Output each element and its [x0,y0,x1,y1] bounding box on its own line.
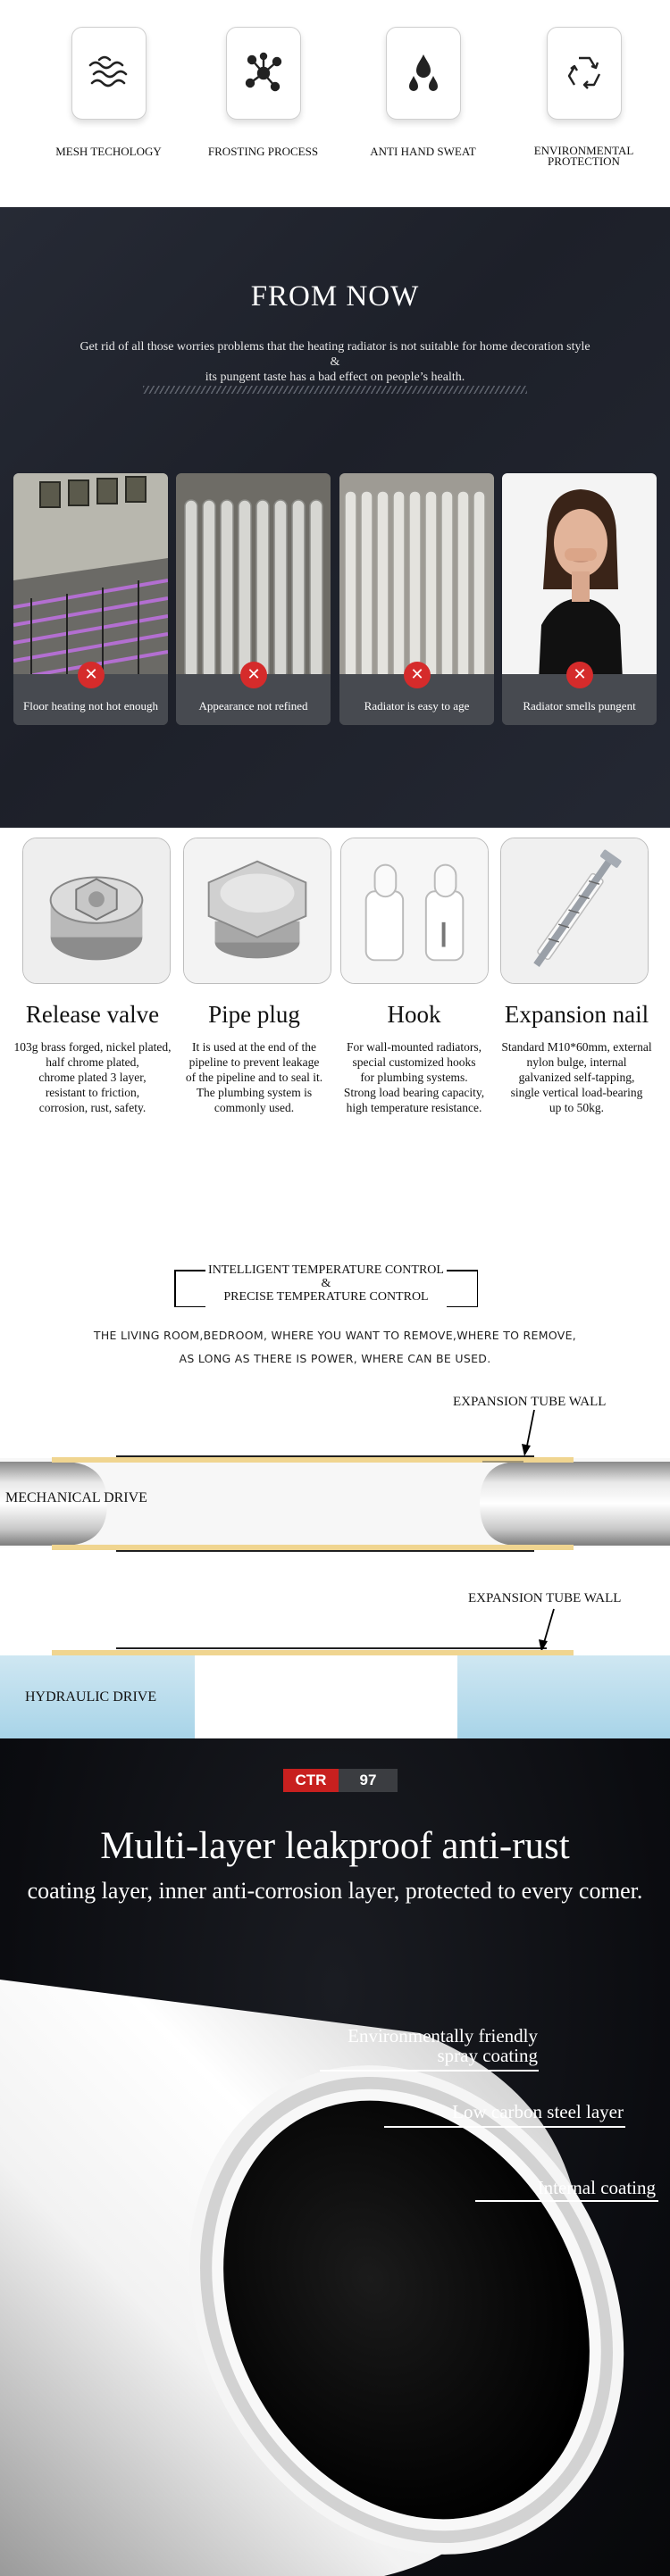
feature-label: FROSTING PROCESS [207,145,319,158]
accessory-description: For wall-mounted radiators, special customized hooks for plumbing systems. Strong load bearing capacity, high temperature resistance. [343,1040,485,1114]
pipe-plug-image [183,838,331,984]
accessory-name: Release valve [25,1001,160,1028]
molecule-icon [226,27,301,120]
problem-card [339,473,494,725]
layer-label-steel: Low carbon steel layer [452,2101,624,2122]
droplets-icon [386,27,461,120]
layer-label-internal: Internal coating [537,2177,656,2198]
problem-caption: Radiator smells pungent [502,674,657,725]
accessories-section [0,828,670,1203]
multi-layer-subtitle: coating layer, inner anti-corrosion layer, protected to every corner. [27,1878,643,1904]
hatch-divider [143,386,527,394]
leader-line [320,2070,539,2072]
accessory-name: Hook [387,1001,441,1028]
drive-section [0,1203,670,1738]
leader-line [475,2200,658,2202]
accessory-description: 103g brass forged, nickel plated, half chrome plated, chrome plated 3 layer, resistant to friction, corrosion, rust, safety. [13,1040,172,1114]
expansion-nail-image [500,838,649,984]
x-mark-icon: ✕ [566,662,593,688]
problem-caption: Appearance not refined [176,674,331,725]
tube-wall-label: EXPANSION TUBE WALL [468,1591,622,1605]
problem-caption: Radiator is easy to age [339,674,494,725]
problem-card [13,473,168,725]
feature-label: ENVIRONMENTAL PROTECTION [533,144,634,168]
problem-card [176,473,331,725]
features-section [0,0,670,207]
problem-card [502,473,657,725]
drive-description: THE LIVING ROOM,BEDROOM, WHERE YOU WANT TO REMOVE,WHERE TO REMOVE, AS LONG AS THERE IS POWER, WHERE CAN BE USED. [93,1329,577,1365]
accessory-description: It is used at the end of the pipeline to prevent leakage of the pipeline and to seal it. The plumbing system is commonly used. [185,1040,323,1114]
x-mark-icon: ✕ [78,662,105,688]
from-now-section [0,207,670,828]
section-title: FROM NOW [250,280,420,313]
layer-label-spray-coating: Environmentally friendly spray coating [348,2025,538,2066]
accessory-name: Pipe plug [208,1001,300,1028]
x-mark-icon: ✕ [404,662,431,688]
accessory-name: Expansion nail [504,1001,649,1028]
tube-wall-label: EXPANSION TUBE WALL [453,1395,607,1409]
mesh-waves-icon [71,27,147,120]
feature-label: ANTI HAND SWEAT [370,145,476,158]
problem-caption: Floor heating not hot enough [13,674,168,725]
drive-diagram [0,1203,670,1738]
release-valve-image [22,838,171,984]
accessory-description: Standard M10*60mm, external nylon bulge, internal galvanized self-tapping, single vertical load-bearing up to 50kg. [501,1040,652,1114]
hook-image [340,838,489,984]
pipe-cross-section-image [0,1738,670,2576]
feature-label: MESH TECHOLOGY [55,145,162,158]
multi-layer-title: Multi-layer leakproof anti-rust [100,1825,570,1867]
mechanical-drive-label: MECHANICAL DRIVE [5,1490,147,1505]
leader-line [384,2126,625,2128]
hydraulic-drive-label: HYDRAULIC DRIVE [25,1689,157,1705]
recycle-icon [547,27,622,120]
x-mark-icon: ✕ [240,662,267,688]
multi-layer-section [0,1738,670,2576]
brand-badge: CTR 97 [283,1769,398,1792]
section-description: Get rid of all those worries problems that the heating radiator is not suitable for home decoration style & its pungent taste has a bad effect on people’s health. [80,340,590,384]
temperature-control-heading: INTELLIGENT TEMPERATURE CONTROL & PRECISE TEMPERATURE CONTROL [174,1270,478,1307]
